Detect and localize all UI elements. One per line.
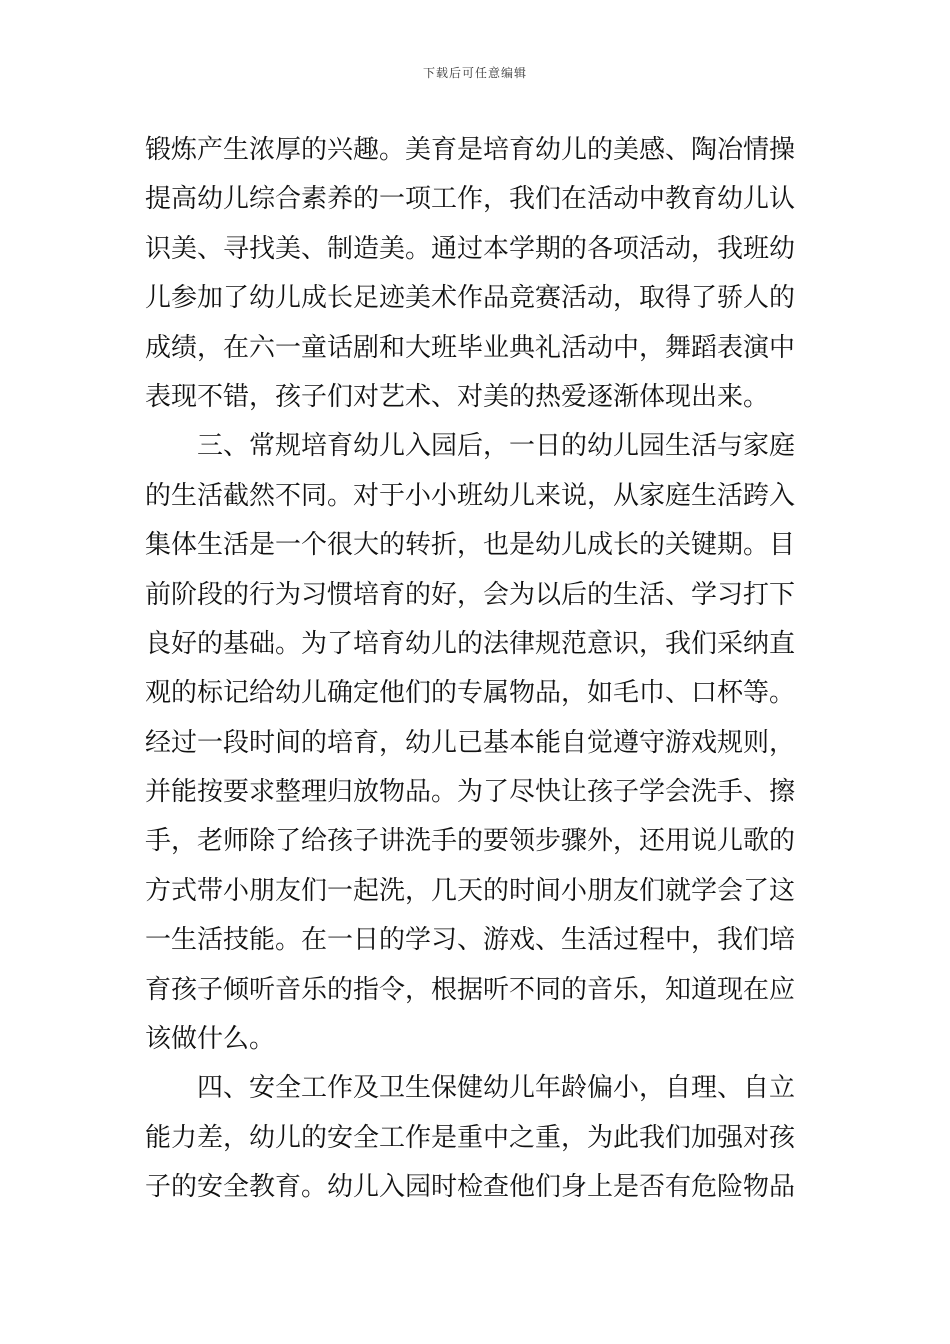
text-line: 识美、寻找美、制造美。通过本学期的各项活动，我班幼 [145, 233, 796, 264]
text-line: 成绩，在六一童话剧和大班毕业典礼活动中，舞蹈表演中 [145, 332, 796, 363]
text-line: 并能按要求整理归放物品。为了尽快让孩子学会洗手、擦 [145, 777, 796, 808]
body-text [145, 126, 810, 1213]
text-line: 提高幼儿综合素养的一项工作，我们在活动中教育幼儿认 [145, 184, 796, 215]
text-line: 儿参加了幼儿成长足迹美术作品竞赛活动，取得了骄人的 [145, 283, 796, 314]
text-line: 集体生活是一个很大的转折，也是幼儿成长的关键期。目 [145, 530, 796, 561]
text-line: 一生活技能。在一日的学习、游戏、生活过程中，我们培 [145, 925, 796, 956]
text-line: 能力差，幼儿的安全工作是重中之重，为此我们加强对孩 [145, 1122, 796, 1153]
text-line: 锻炼产生浓厚的兴趣。美育是培育幼儿的美感、陶冶情操 [145, 135, 796, 165]
text-line: 前阶段的行为习惯培育的好，会为以后的生活、学习打下 [145, 579, 796, 610]
text-line: 良好的基础。为了培育幼儿的法律规范意识，我们采纳直 [145, 628, 796, 659]
paragraph-start-line: 四、安全工作及卫生保健幼儿年龄偏小，自理、自立 [197, 1073, 796, 1104]
text-line: 的生活截然不同。对于小小班幼儿来说，从家庭生活跨入 [145, 480, 796, 511]
text-line: 表现不错，孩子们对艺术、对美的热爱逐渐体现出来。 [145, 381, 770, 412]
text-line: 方式带小朋友们一起洗，几天的时间小朋友们就学会了这 [145, 875, 796, 906]
text-line: 经过一段时间的培育，幼儿已基本能自觉遵守游戏规则， [145, 727, 796, 758]
header-note: 下载后可任意编辑 [422, 66, 527, 80]
text-line: 手，老师除了给孩子讲洗手的要领步骤外，还用说儿歌的 [145, 826, 796, 857]
text-line: 育孩子倾听音乐的指令，根据听不同的音乐，知道现在应 [145, 974, 796, 1005]
text-line: 该做什么。 [145, 1024, 276, 1055]
paragraph-start-line: 三、常规培育幼儿入园后，一日的幼儿园生活与家庭 [197, 431, 796, 462]
text-line: 观的标记给幼儿确定他们的专属物品，如毛巾、口杯等。 [145, 678, 796, 709]
text-line: 子的安全教育。幼儿入园时检查他们身上是否有危险物品 [145, 1172, 796, 1203]
